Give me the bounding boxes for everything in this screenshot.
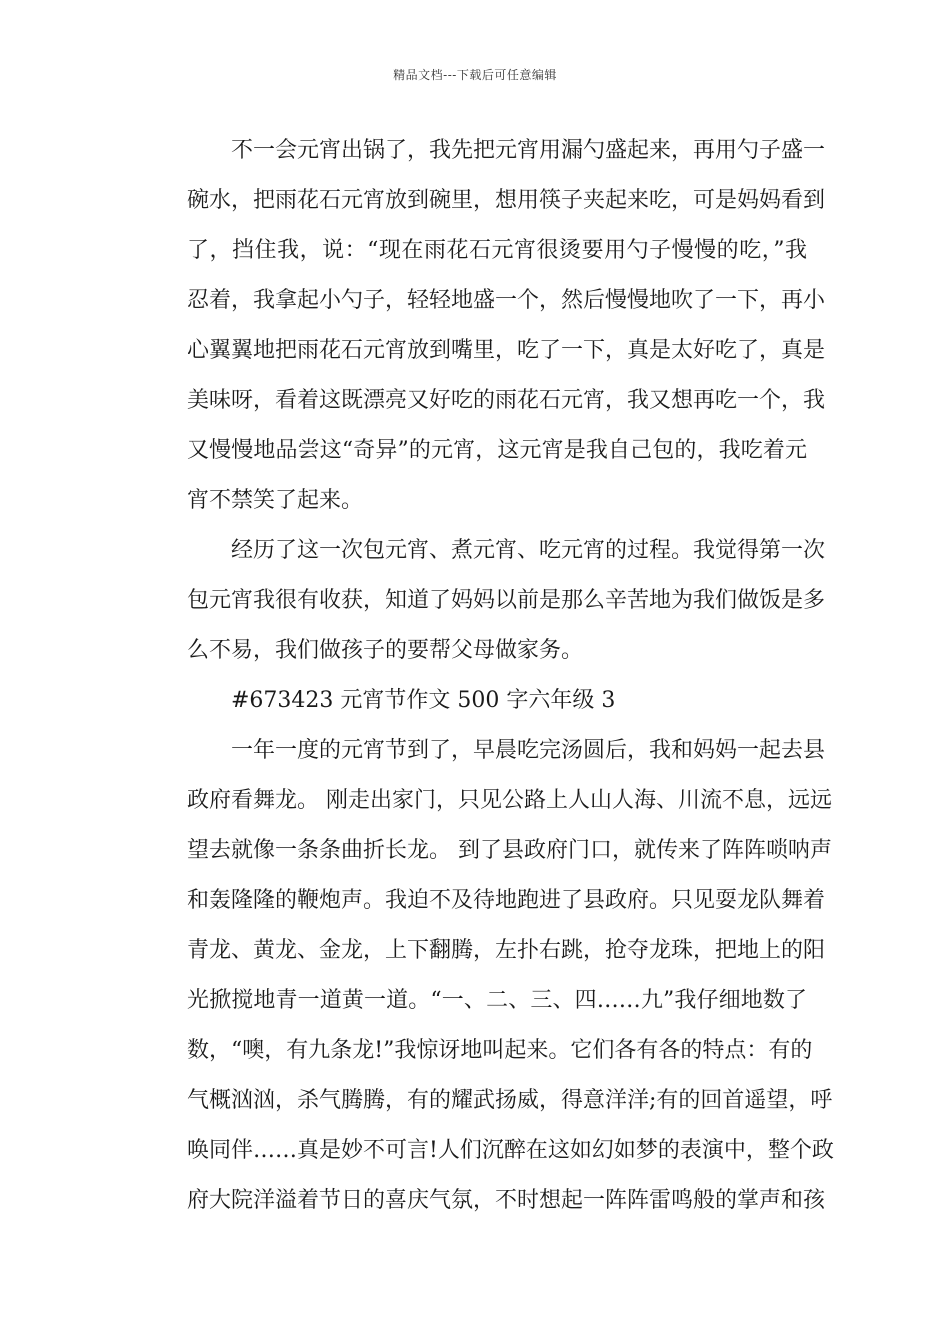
text-line: 和轰隆隆的鞭炮声。我迫不及待地跑进了县政府。只见耍龙队舞着 bbox=[187, 888, 826, 913]
heading-line: #673423 元宵节作文 500 字六年级 3 bbox=[231, 688, 616, 713]
text-line: 数，“噢，有九条龙!”我惊讶地叫起来。它们各有各的特点：有的 bbox=[187, 1038, 813, 1063]
document-body bbox=[143, 126, 834, 1226]
text-line: 宵不禁笑了起来。 bbox=[187, 488, 364, 513]
text-line: 光掀搅地青一道黄一道。“一、二、三、四……九”我仔细地数了 bbox=[187, 988, 807, 1013]
text-line: 一年一度的元宵节到了，早晨吃完汤圆后，我和妈妈一起去县 bbox=[231, 738, 826, 763]
text-line: 唤同伴……真是妙不可言!人们沉醉在这如幻如梦的表演中，整个政 bbox=[187, 1138, 834, 1163]
text-line: 青龙、黄龙、金龙，上下翻腾，左扑右跳，抢夺龙珠，把地上的阳 bbox=[187, 938, 826, 963]
text-line: 包元宵我很有收获，知道了妈妈以前是那么辛苦地为我们做饭是多 bbox=[187, 588, 826, 613]
text-line: 了，挡住我，说：“现在雨花石元宵很烫要用勺子慢慢的吃，”我 bbox=[187, 238, 807, 263]
text-line: 么不易，我们做孩子的要帮父母做家务。 bbox=[187, 638, 584, 663]
paragraph-2 bbox=[143, 526, 826, 676]
text-line: 政府看舞龙。 刚走出家门，只见公路上人山人海、川流不息，远远 bbox=[187, 788, 832, 813]
text-line: 经历了这一次包元宵、煮元宵、吃元宵的过程。我觉得第一次 bbox=[231, 538, 826, 563]
text-line: 心翼翼地把雨花石元宵放到嘴里，吃了一下，真是太好吃了，真是 bbox=[187, 338, 826, 363]
text-line: 不一会元宵出锅了，我先把元宵用漏勺盛起来，再用勺子盛一 bbox=[231, 138, 826, 163]
paragraph-1 bbox=[143, 126, 826, 526]
page-header: 精品文档---下载后可任意编辑 bbox=[393, 68, 557, 82]
section-heading bbox=[143, 676, 807, 726]
text-line: 又慢慢地品尝这“奇异”的元宵，这元宵是我自己包的，我吃着元 bbox=[187, 438, 807, 463]
text-line: 碗水，把雨花石元宵放到碗里，想用筷子夹起来吃，可是妈妈看到 bbox=[187, 188, 826, 213]
text-line: 忍着，我拿起小勺子，轻轻地盛一个，然后慢慢地吹了一下，再小 bbox=[187, 288, 826, 313]
text-line: 美味呀，看着这既漂亮又好吃的雨花石元宵，我又想再吃一个，我 bbox=[187, 388, 826, 413]
text-line: 府大院洋溢着节日的喜庆气氛，不时想起一阵阵雷鸣般的掌声和孩 bbox=[187, 1188, 826, 1213]
text-line: 气概汹汹，杀气腾腾，有的耀武扬威，得意洋洋;有的回首遥望，呼 bbox=[187, 1088, 833, 1113]
text-line: 望去就像一条条曲折长龙。 到了县政府门口，就传来了阵阵唢呐声 bbox=[187, 838, 832, 863]
paragraph-3 bbox=[143, 726, 834, 1226]
